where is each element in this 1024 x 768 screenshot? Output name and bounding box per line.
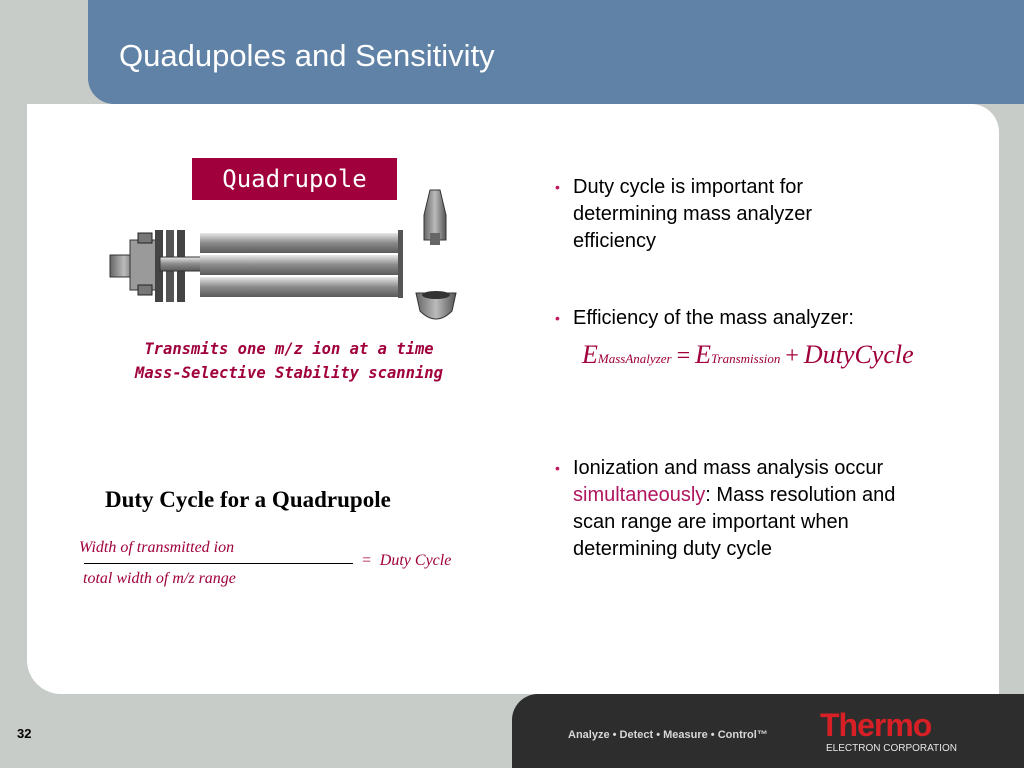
caption-line-2: Mass-Selective Stability scanning [135,364,443,382]
quadrupole-illustration [100,185,470,335]
bullet-icon: • [555,310,560,326]
bullet-text-post: : Mass resolution and scan range are important when determining duty cycle [573,484,896,560]
formula-e1: E [582,340,598,369]
bullet-ionization [555,455,925,563]
page-number: 32 [17,726,32,741]
detector [416,190,456,319]
logo-subtitle: ELECTRON CORPORATION [826,743,957,754]
bullet-efficiency [555,305,935,332]
formula-plus: + [785,343,799,369]
bullet-text: Efficiency of the mass analyzer: [573,307,854,329]
formula-term: DutyCycle [803,340,914,369]
footer-tagline: Analyze • Detect • Measure • Control™ [568,729,768,741]
caption-line-1: Transmits one m/z ion at a time [144,340,434,358]
quadrupole-rods [200,230,403,298]
efficiency-formula [582,340,914,370]
slide-title: Quadupoles and Sensitivity [119,38,495,73]
formula-e2: E [695,340,711,369]
equals-sign: = [361,552,372,569]
bullet-text-pre: Ionization and mass analysis occur [573,457,884,479]
bullet-icon: • [555,179,560,195]
ion-source [110,230,205,302]
duty-cycle-result: Duty Cycle [379,552,452,569]
fraction-result [361,552,451,570]
quadrupole-label: Quadrupole [192,158,397,200]
bullet-text: Duty cycle is important for determining mass analyzer efficiency [573,176,812,252]
bullet-text [555,455,925,563]
formula-sub1: MassAnalyzer [597,351,672,366]
formula-equals: = [676,343,691,369]
duty-cycle-heading: Duty Cycle for a Quadrupole [105,487,391,512]
highlight-simultaneously: simultaneously [573,484,706,506]
fraction-numerator: Width of transmitted ion [79,539,235,556]
figure-caption [100,337,478,385]
thermo-logo: Thermo [820,707,932,743]
fraction-bar [84,563,353,564]
fraction-denominator: total width of m/z range [83,570,236,587]
formula-sub2: Transmission [711,351,781,366]
bullet-icon: • [555,460,560,476]
bullet-duty-cycle [555,174,885,255]
